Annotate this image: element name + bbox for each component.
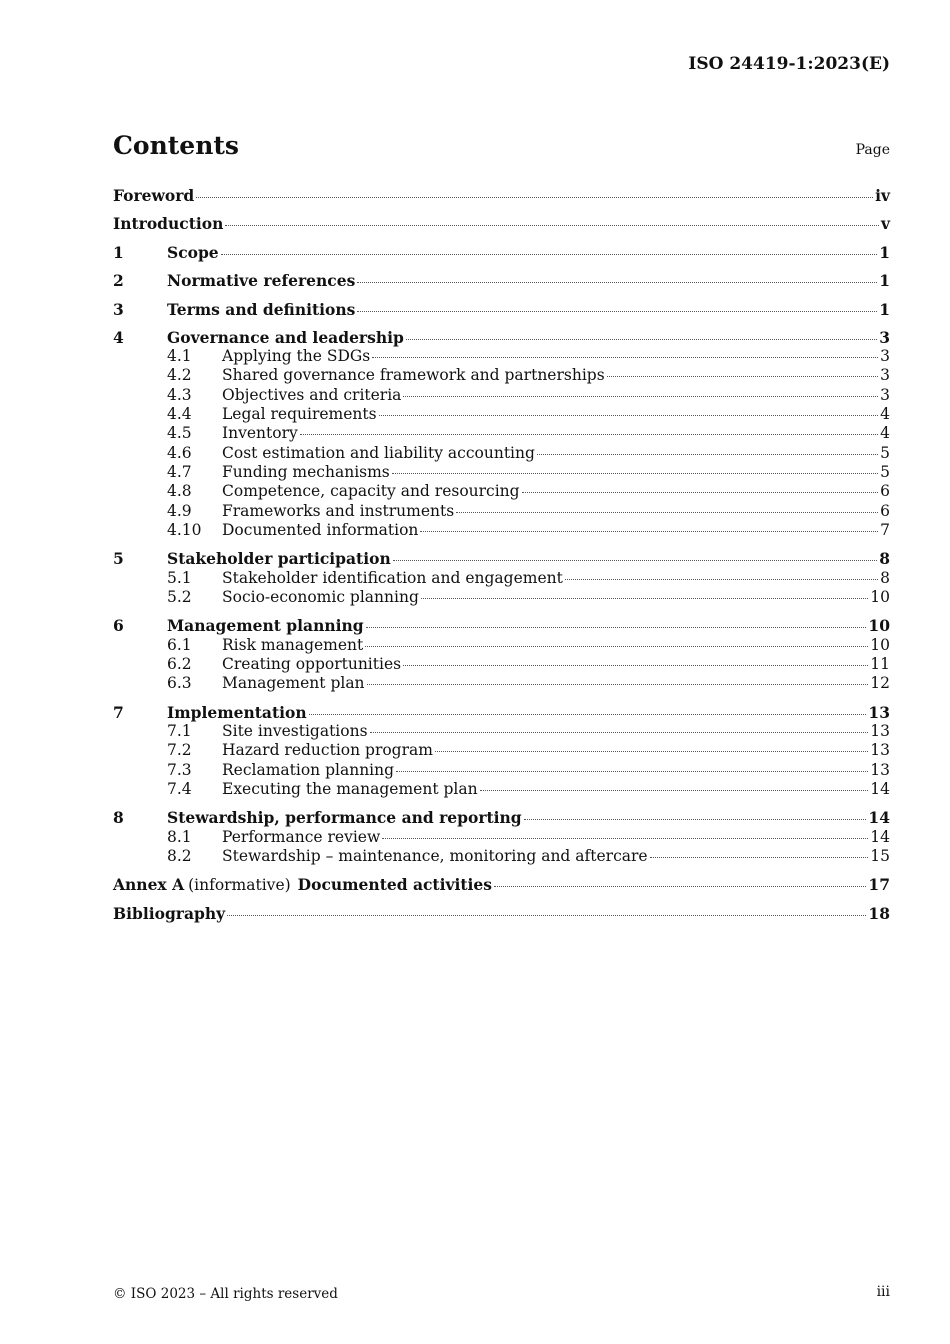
- toc-number: 6.1: [167, 636, 192, 654]
- toc-number: 4.8: [167, 482, 192, 500]
- toc-page: 1: [879, 271, 890, 290]
- toc-number: 8.1: [167, 828, 192, 846]
- toc-title: Performance review: [222, 828, 381, 846]
- dot-leader: [225, 225, 879, 226]
- toc-page: 10: [870, 588, 890, 606]
- toc-page: 7: [880, 521, 890, 539]
- toc-entry-section-6-3[interactable]: [113, 674, 890, 694]
- toc-title: Stakeholder identification and engagement: [222, 569, 563, 587]
- toc-entry-section-4-8[interactable]: [113, 482, 890, 502]
- toc-page: 14: [870, 828, 890, 846]
- toc-title: Foreword: [113, 186, 195, 205]
- toc-entry-section-1[interactable]: [113, 243, 890, 263]
- toc-title: Funding mechanisms: [222, 463, 390, 481]
- toc-title: Stakeholder participation: [167, 549, 391, 568]
- toc-title: Creating opportunities: [222, 655, 402, 673]
- toc-number: 6: [113, 616, 124, 635]
- toc-page: 14: [868, 808, 890, 827]
- dot-leader: [372, 357, 878, 358]
- toc-page: 13: [870, 741, 890, 759]
- toc-page: 1: [879, 300, 890, 319]
- dot-leader: [537, 454, 878, 455]
- toc-number: 8: [113, 808, 124, 827]
- toc-page: iv: [875, 186, 890, 205]
- dot-leader: [309, 714, 867, 715]
- toc-number: 4.2: [167, 366, 192, 384]
- toc-page: 13: [870, 722, 890, 740]
- dot-leader: [524, 819, 867, 820]
- toc-number: 4.5: [167, 424, 192, 442]
- toc-number: 5.2: [167, 588, 192, 606]
- toc-title: Applying the SDGs: [222, 347, 371, 365]
- toc-entry-section-6-2[interactable]: [113, 655, 890, 675]
- toc-title: Cost estimation and liability accounting: [222, 444, 535, 462]
- toc-entry-foreword[interactable]: [113, 186, 890, 206]
- toc-number: 4.3: [167, 386, 192, 404]
- toc-page: 5: [880, 463, 890, 481]
- dot-leader: [565, 579, 878, 580]
- dot-leader: [357, 282, 877, 283]
- toc-page: 6: [880, 482, 890, 500]
- dot-leader: [607, 376, 878, 377]
- toc-title: Site investigations: [222, 722, 368, 740]
- toc-number: 1: [113, 243, 124, 262]
- toc-number: 4.4: [167, 405, 192, 423]
- toc-entry-section-6[interactable]: [113, 616, 890, 636]
- dot-leader: [403, 396, 878, 397]
- toc-entry-annex-a[interactable]: [113, 875, 890, 895]
- toc-title: Legal requirements: [222, 405, 377, 423]
- toc-entry-section-4[interactable]: [113, 328, 890, 348]
- toc-title: Stewardship, performance and reporting: [167, 808, 522, 827]
- toc-page: 15: [870, 847, 890, 865]
- toc-page: 1: [879, 243, 890, 262]
- toc-page: 12: [870, 674, 890, 692]
- toc-number: 6.2: [167, 655, 192, 673]
- page-column-label: Page: [855, 142, 890, 158]
- dot-leader: [480, 790, 869, 791]
- contents-heading: Contents: [113, 131, 240, 160]
- dot-leader: [227, 915, 866, 916]
- toc-page: 18: [868, 904, 890, 923]
- toc-entry-section-5-1[interactable]: [113, 569, 890, 589]
- toc-number: 7: [113, 703, 124, 722]
- toc-number: 4.6: [167, 444, 192, 462]
- toc-title: Governance and leadership: [167, 328, 404, 347]
- dot-leader: [379, 415, 879, 416]
- toc-number: 4.10: [167, 521, 202, 539]
- toc-title: Frameworks and instruments: [222, 502, 455, 520]
- document-id: ISO 24419-1:2023(E): [688, 54, 890, 74]
- toc-title: Inventory: [222, 424, 298, 442]
- toc-number: 7.2: [167, 741, 192, 759]
- toc-entry-section-4-4[interactable]: [113, 405, 890, 425]
- dot-leader: [522, 492, 879, 493]
- toc-title: Stewardship – maintenance, monitoring and aftercare: [222, 847, 648, 865]
- toc-number: 7.4: [167, 780, 192, 798]
- toc-title: Bibliography: [113, 904, 226, 923]
- toc-entry-section-4-2[interactable]: [113, 366, 890, 386]
- toc-page: 4: [880, 424, 890, 442]
- toc-number: 6.3: [167, 674, 192, 692]
- toc-number: 5.1: [167, 569, 192, 587]
- toc-entry-section-7-1[interactable]: [113, 722, 890, 742]
- dot-leader: [370, 732, 869, 733]
- dot-leader: [403, 665, 868, 666]
- toc-entry-section-7-4[interactable]: [113, 780, 890, 800]
- toc-page: 3: [879, 328, 890, 347]
- toc-page: 13: [870, 761, 890, 779]
- dot-leader: [393, 560, 877, 561]
- dot-leader: [435, 751, 868, 752]
- dot-leader: [494, 886, 866, 887]
- dot-leader: [420, 531, 878, 532]
- toc-entry-section-8[interactable]: [113, 808, 890, 828]
- toc-entry-section-4-9[interactable]: [113, 502, 890, 522]
- toc-page: 8: [879, 549, 890, 568]
- toc-title: Scope: [167, 243, 219, 262]
- toc-page: 13: [868, 703, 890, 722]
- toc-title: Hazard reduction program: [222, 741, 433, 759]
- dot-leader: [406, 339, 877, 340]
- page-number: iii: [876, 1284, 890, 1300]
- toc-entry-section-3[interactable]: [113, 300, 890, 320]
- toc-entry-section-4-6[interactable]: [113, 444, 890, 464]
- toc-entry-section-7-2[interactable]: [113, 741, 890, 761]
- toc-title: Documented activities: [297, 875, 493, 894]
- dot-leader: [456, 512, 878, 513]
- dot-leader: [650, 857, 869, 858]
- dot-leader: [221, 254, 878, 255]
- toc-number: 4.1: [167, 347, 192, 365]
- toc-title: Management plan: [222, 674, 365, 692]
- toc-number: 7.3: [167, 761, 192, 779]
- dot-leader: [367, 684, 869, 685]
- toc-entry-section-7[interactable]: [113, 703, 890, 723]
- dot-leader: [366, 627, 867, 628]
- toc-title: Terms and definitions: [167, 300, 356, 319]
- toc-number: 8.2: [167, 847, 192, 865]
- toc-entry-section-4-3[interactable]: [113, 386, 890, 406]
- dot-leader: [392, 473, 878, 474]
- toc-page: 6: [880, 502, 890, 520]
- toc-page: 3: [880, 366, 890, 384]
- toc-entry-section-5-2[interactable]: [113, 588, 890, 608]
- toc-page: 8: [880, 569, 890, 587]
- toc-entry-bibliography[interactable]: [113, 904, 890, 924]
- dot-leader: [382, 838, 868, 839]
- toc-page: 3: [880, 386, 890, 404]
- toc-number: 5: [113, 549, 124, 568]
- dot-leader: [365, 646, 868, 647]
- copyright-notice: © ISO 2023 – All rights reserved: [113, 1286, 338, 1302]
- toc-entry-section-4-5[interactable]: [113, 424, 890, 444]
- dot-leader: [396, 771, 868, 772]
- toc-page: 17: [868, 875, 890, 894]
- toc-entry-section-6-1[interactable]: [113, 636, 890, 656]
- toc-title: Management planning: [167, 616, 364, 635]
- toc-entry-section-2[interactable]: [113, 271, 890, 291]
- toc-title: Executing the management plan: [222, 780, 478, 798]
- toc-title: Normative references: [167, 271, 356, 290]
- toc-number: 7.1: [167, 722, 192, 740]
- annex-label: Annex A: [113, 875, 185, 894]
- toc-number: 4.9: [167, 502, 192, 520]
- toc-title: Reclamation planning: [222, 761, 395, 779]
- toc-title: Shared governance framework and partnerships: [222, 366, 605, 384]
- toc-page: v: [880, 214, 890, 233]
- toc-entry-section-4-1[interactable]: [113, 347, 890, 367]
- dot-leader: [357, 311, 877, 312]
- toc-entry-section-8-1[interactable]: [113, 828, 890, 848]
- toc-number: 4.7: [167, 463, 192, 481]
- dot-leader: [421, 598, 868, 599]
- toc-title: Implementation: [167, 703, 307, 722]
- toc-page: 4: [880, 405, 890, 423]
- toc-entry-introduction[interactable]: [113, 214, 890, 234]
- toc-entry-section-4-7[interactable]: [113, 463, 890, 483]
- toc-entry-section-8-2[interactable]: [113, 847, 890, 867]
- toc-page: 11: [870, 655, 890, 673]
- toc-entry-section-4-10[interactable]: [113, 521, 890, 541]
- toc-title: Documented information: [222, 521, 419, 539]
- toc-title: Introduction: [113, 214, 224, 233]
- toc-number: 3: [113, 300, 124, 319]
- toc-title: Socio-economic planning: [222, 588, 419, 606]
- annex-type: (informative): [188, 876, 291, 894]
- toc-entry-section-5[interactable]: [113, 549, 890, 569]
- toc-title: Objectives and criteria: [222, 386, 402, 404]
- toc-title: Competence, capacity and resourcing: [222, 482, 520, 500]
- toc-number: 4: [113, 328, 124, 347]
- toc-page: 10: [870, 636, 890, 654]
- toc-entry-section-7-3[interactable]: [113, 761, 890, 781]
- toc-title: Risk management: [222, 636, 364, 654]
- toc-page: 10: [868, 616, 890, 635]
- dot-leader: [196, 197, 873, 198]
- toc-page: 5: [880, 444, 890, 462]
- dot-leader: [300, 434, 878, 435]
- toc-page: 14: [870, 780, 890, 798]
- toc-number: 2: [113, 271, 124, 290]
- toc-page: 3: [880, 347, 890, 365]
